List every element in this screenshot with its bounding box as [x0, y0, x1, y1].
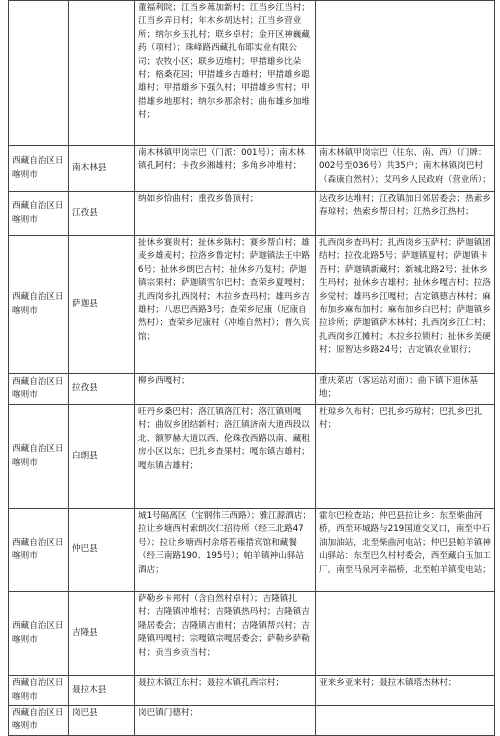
county-cell: 南木林县: [69, 146, 135, 192]
region-cell: 西藏自治区日喀则市: [9, 706, 69, 736]
low-risk-cell: 亚来乡亚来村；聂拉木镇塔杰林村；: [316, 676, 495, 706]
region-cell: 西藏自治区日喀则市: [9, 509, 69, 592]
table-row: [9, 1, 495, 146]
low-risk-cell: [316, 1, 495, 146]
low-risk-cell: 杜琼乡久布村；巴扎乡巧琼村；巴扎乡巴扎村；: [316, 405, 495, 509]
region-cell: 西藏自治区日喀则市: [9, 236, 69, 374]
county-cell: 白朗县: [69, 405, 135, 509]
region-cell: 西藏自治区日喀则市: [9, 676, 69, 706]
table-row: [9, 676, 495, 706]
county-cell: 萨迦县: [69, 236, 135, 374]
table-row: [9, 374, 495, 405]
mid-risk-cell: 纳如乡恰曲村；重孜乡鲁顶村；: [135, 192, 316, 236]
low-risk-cell: 扎西岗乡查玛村；扎西岗乡玉萨村；萨迦镇团结村；拉孜北路5号；萨迦镇夏村；萨迦镇卡吾村；萨迦镇新藏村；新城北路2号；扯休乡生玛村；扯休乡吉雄村；扯休乡嘎吉村；拉洛乡觉村；雄玛乡江嘎村；吉定镇德吉林村；麻布加乡麻布加村；麻布加乡白巴村；萨迦镇乡拉诊所；萨迦镇萨木林村；扎西岗乡江仁村；扎西岗乡江摊村；木拉乡拉锁村；扯休乡美硬村；原智达乡路24号；吉定镇农业银行；: [316, 236, 495, 374]
region-cell: 西藏自治区日喀则市: [9, 374, 69, 405]
county-cell: 聂拉木县: [69, 676, 135, 706]
county-cell: 拉孜县: [69, 374, 135, 405]
table-row: [9, 509, 495, 592]
table-row: [9, 236, 495, 374]
mid-risk-cell: 城1号隔离区（宝钢伟三西路）；雅江源酒店；拉让乡塘西村索朗次仁招待所（经三北路47号）；拉让乡塘西村余塔若雍措宾馆和藏餐（经三南路190、195号）；帕羊镇神山驿站酒店；: [135, 509, 316, 592]
table-row: [9, 592, 495, 676]
mid-risk-cell: 萨勒乡卡邦村（含自然村卓村）；吉隆镇扎村；吉隆镇冲堆村；吉隆镇热玛村；吉隆镇吉隆居委会；吉隆镇吉甫村；吉隆镇帮兴村；吉隆镇玛嘎村；宗嘎镇宗嘎居委会；萨勒乡萨勒村；贡当乡贡当村；: [135, 592, 316, 676]
county-cell: 吉隆县: [69, 592, 135, 676]
table-row: [9, 146, 495, 192]
low-risk-cell: 南木林镇甲岗宗巴（往东、南、西）（门牌：002号至036号）共35户；南木林镇岗巴村（森康自然村）；艾玛乡人民政府（营业所）；: [316, 146, 495, 192]
mid-risk-cell: 扯休乡赛贵村；扯休乡陈村；赛乡帮白村；雄麦乡雄麦村；拉洛乡鲁定村；萨迦镇法王中路6号；扯休乡朗巴吉村；扯休乡乃复村；萨迦镇宗果村；萨迦镇雪尔巴村；查荣乡夏嘎村；扎西岗乡扎西岗村；木拉乡查玛村；雄玛乡吉雄村；八思巴西路3号；查荣乡尼康（尼康自然村）；查荣乡尼康村（冲堆自然村）；普久宾馆；: [135, 236, 316, 374]
low-risk-cell: 霍尔巴检查站；仲巴县拉让乡：东至柴曲河桥，西至环城路与219国道交叉口，南至中石油加油站，北至柴曲河电站；仲巴县帕羊镇神山驿站：东至巴久村村委会，西至藏白玉加工厂，南至马泉河幸福桥，北至帕羊镇变电站；: [316, 509, 495, 592]
table-row: [9, 405, 495, 509]
county-cell: [69, 1, 135, 146]
table-row: [9, 192, 495, 236]
mid-risk-cell: 旺丹乡桑巴村；洛江镇洛江村；洛江镇则嘎村；曲奴乡团结新村；洛江镇济南大道西段以北、额罗赫大道以西、伦珠孜西路以南、藏租房小区以东；巴扎乡查果村；嘎东镇吉雄村；嘎东镇吉雄村；: [135, 405, 316, 509]
low-risk-cell: 达孜乡达堆村；江孜镇加日郊居委会；热索乡春琼村；热索乡帮日村；江热乡江热村；: [316, 192, 495, 236]
region-cell: 西藏自治区日喀则市: [9, 192, 69, 236]
mid-risk-cell: 聂拉木镇江东村；聂拉木镇孔西宗村；: [135, 676, 316, 706]
low-risk-cell: [316, 592, 495, 676]
mid-risk-cell: 柳乡西嘎村；: [135, 374, 316, 405]
region-cell: 西藏自治区日喀则市: [9, 405, 69, 509]
table-row: [9, 706, 495, 736]
county-cell: 岗巴县: [69, 706, 135, 736]
mid-risk-cell: 南木林镇甲岗宗巴（门派：001号）；南木林镇孔阿村；卡孜乡湘雄村；多角乡冲堆村；: [135, 146, 316, 192]
region-cell: [9, 1, 69, 146]
mid-risk-cell: 岗巴镇门德村；: [135, 706, 316, 736]
mid-risk-cell: 董福利院；江当乡茀加新村；江当乡江当村；江当乡弄日村；年木乡胡达村；江当乡营业所；纳尔乡玉扎村；联乡卓村；金开区神巍藏药（项村）；珠峰路西藏扎布耶实业有限公司；农牧小区；联乡迈堆村；甲措雄乡比朵村；格桑花园；甲措雄乡吉雄村；甲措雄乡聪雄村；甲措雄乡下强久村；甲措雄乡雪村；甲措雄乡地那村；纳尔乡那余村；曲布雄乡加堆村；: [135, 1, 316, 146]
region-cell: 西藏自治区日喀则市: [9, 592, 69, 676]
county-cell: 江孜县: [69, 192, 135, 236]
county-cell: 仲巴县: [69, 509, 135, 592]
low-risk-cell: [316, 706, 495, 736]
low-risk-cell: 重庆菜店（客运站对面）；曲下镇下退休基地；: [316, 374, 495, 405]
region-cell: 西藏自治区日喀则市: [9, 146, 69, 192]
locations-table: [8, 0, 495, 736]
